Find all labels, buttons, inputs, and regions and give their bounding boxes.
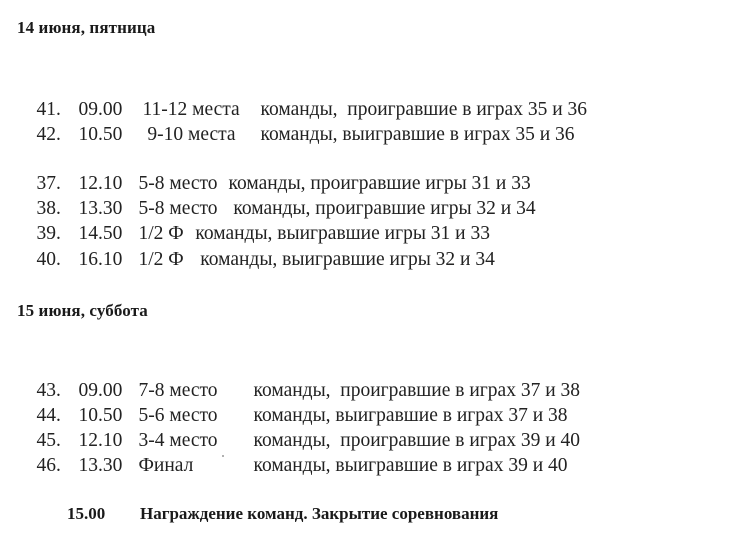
game-place: 3-4 место	[138, 430, 218, 451]
closing-time: 15.00	[67, 504, 106, 523]
game-time: 16.10	[78, 249, 123, 270]
game-number: 42.	[36, 124, 61, 145]
game-place: 1/2 Ф	[138, 223, 184, 244]
game-desc: команды, выигравшие в играх 37 и 38	[253, 405, 568, 426]
game-time: 14.50	[78, 223, 123, 244]
closing-ceremony	[50, 484, 498, 544]
game-number: 37.	[36, 173, 61, 194]
game-time: 09.00	[78, 380, 123, 401]
game-desc: команды, проигравшие игры 31 и 33	[228, 173, 531, 194]
game-time: 12.10	[78, 173, 123, 194]
game-desc: команды, выигравшие в играх 35 и 36	[260, 124, 575, 145]
game-number: 39.	[36, 223, 61, 244]
game-number: 43.	[36, 380, 61, 401]
game-desc: команды, проигравшие игры 32 и 34	[228, 198, 536, 219]
game-desc: команды, выигравшие в играх 39 и 40	[253, 455, 568, 476]
game-place: 9-10 места	[142, 124, 236, 145]
game-place: 11-12 места	[142, 99, 240, 120]
scan-speck	[222, 455, 224, 457]
game-desc: команды, выигравшие игры 31 и 33	[190, 223, 490, 244]
game-desc: команды, проигравшие в играх 37 и 38	[253, 380, 581, 401]
game-time: 13.30	[78, 455, 123, 476]
game-desc: команды, проигравшие в играх 35 и 36	[260, 99, 588, 120]
game-desc: команды, проигравшие в играх 39 и 40	[253, 430, 581, 451]
game-number: 45.	[36, 430, 61, 451]
game-time: 13.30	[78, 198, 123, 219]
game-number: 40.	[36, 249, 61, 270]
closing-text: Награждение команд. Закрытие соревнования	[140, 504, 499, 523]
game-number: 46.	[36, 455, 61, 476]
game-number: 38.	[36, 198, 61, 219]
game-row-40	[17, 224, 495, 296]
game-desc: команды, выигравшие игры 32 и 34	[190, 249, 495, 270]
day1-heading: 14 июня, пятница	[17, 18, 156, 37]
game-place: 1/2 Ф	[138, 249, 184, 270]
day2-heading: 15 июня, суббота	[17, 301, 148, 320]
game-time: 09.00	[78, 99, 123, 120]
game-time: 10.50	[78, 405, 123, 426]
game-place: 5-8 место	[138, 198, 218, 219]
game-place: 5-8 место	[138, 173, 218, 194]
game-place: 5-6 место	[138, 405, 218, 426]
game-place: 7-8 место	[138, 380, 218, 401]
game-number: 44.	[36, 405, 61, 426]
game-place: Финал	[138, 455, 194, 476]
game-time: 10.50	[78, 124, 123, 145]
game-number: 41.	[36, 99, 61, 120]
game-time: 12.10	[78, 430, 123, 451]
